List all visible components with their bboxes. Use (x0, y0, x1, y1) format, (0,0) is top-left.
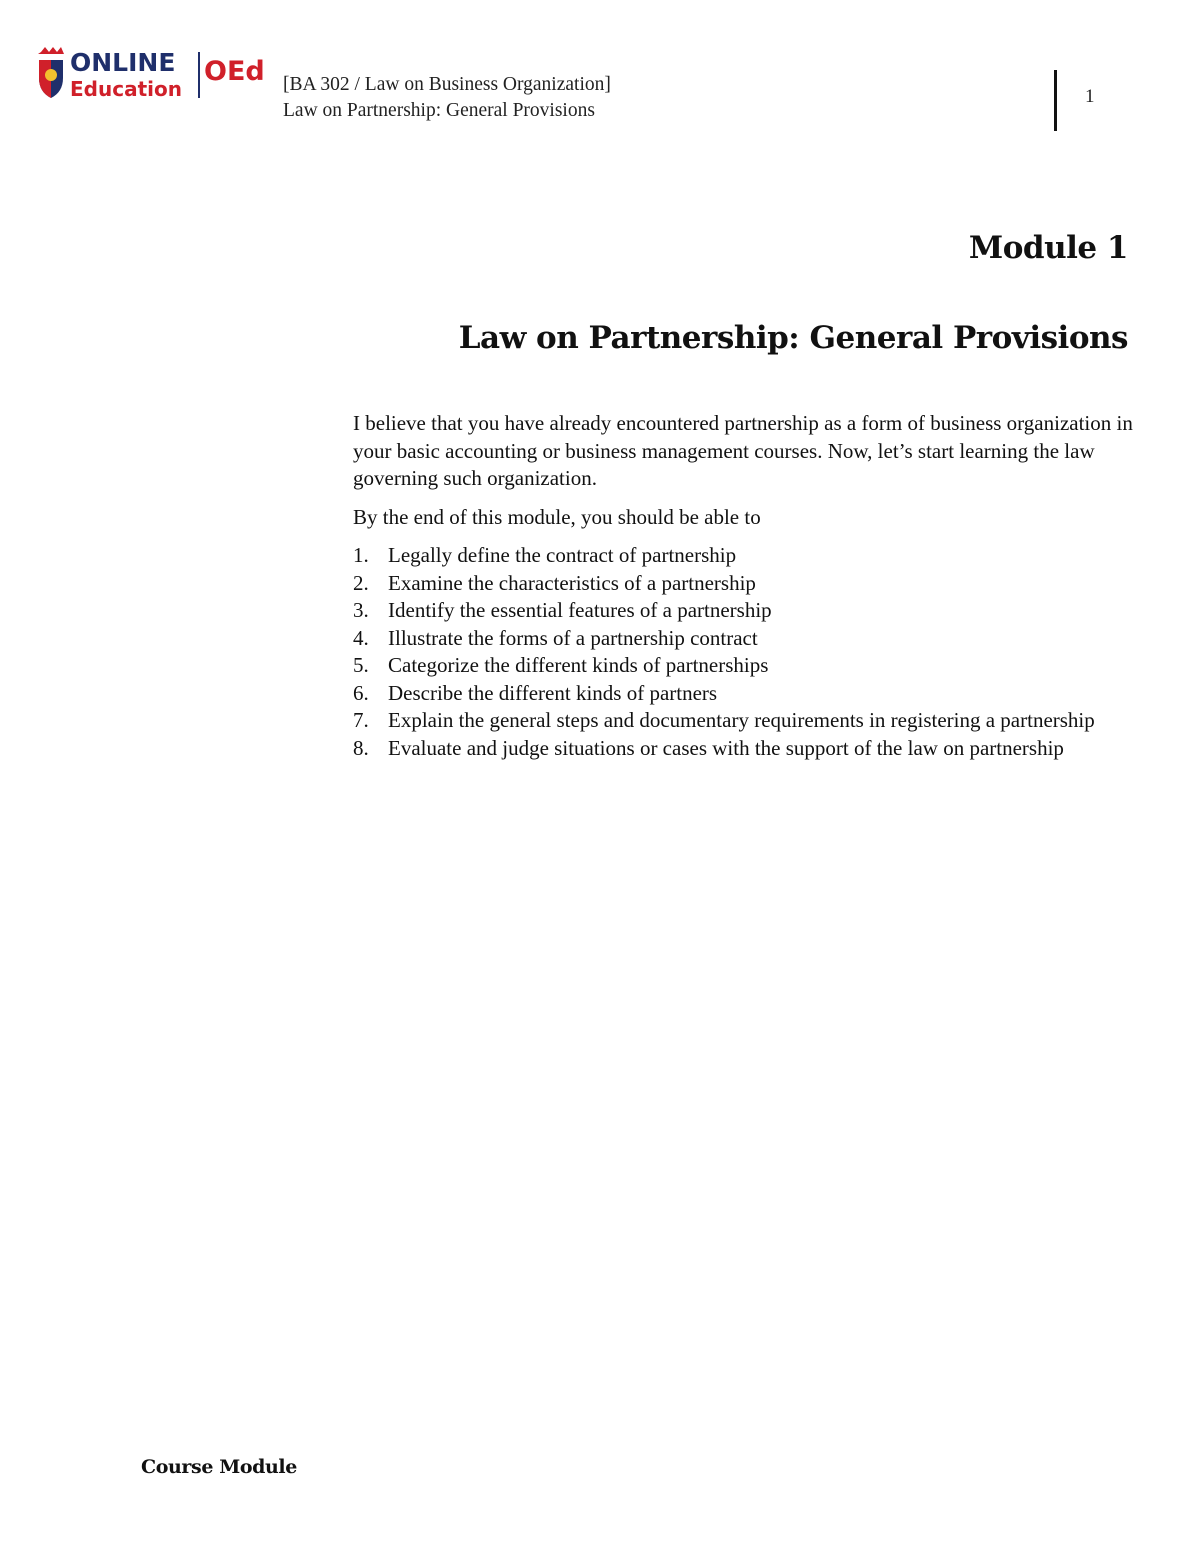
online-education-logo (36, 46, 272, 102)
intro-paragraph: I believe that you have already encountered partnership as a form of business organization in your basic accounting or business management courses. Now, let’s start learning the law governing such organization. (353, 411, 1133, 490)
header-course: [BA 302 / Law on Business Organization] (283, 74, 611, 95)
objectives-lead: By the end of this module, you should be able to (353, 504, 761, 529)
list-item (353, 707, 1143, 735)
module-title: Module 1 (968, 230, 1128, 266)
footer-label: Course Module (141, 1456, 297, 1478)
header-topic: Law on Partnership: General Provisions (283, 100, 595, 121)
list-item-text: Illustrate the forms of a partnership contract (388, 625, 758, 650)
list-item-number: 3. (353, 598, 369, 622)
list-item-number: 7. (353, 708, 369, 732)
objectives-list (353, 542, 1143, 762)
page-header (283, 72, 611, 124)
list-item-number: 4. (353, 625, 369, 650)
list-item (353, 735, 1143, 763)
list-item (353, 542, 1143, 570)
list-item-number: 1. (353, 543, 369, 567)
list-item-text: Examine the characteristics of a partnership (388, 570, 756, 595)
logo-education-text: Education (70, 77, 182, 101)
list-item-number: 2. (353, 570, 369, 595)
logo-separator (198, 52, 200, 98)
page-number: 1 (1085, 86, 1095, 107)
header-divider (1054, 70, 1057, 131)
logo-online-text: ONLINE (70, 48, 176, 77)
list-item (353, 625, 1143, 653)
list-item (353, 597, 1143, 625)
module-content (353, 410, 1143, 762)
list-item-text: Legally define the contract of partnership (388, 543, 737, 567)
list-item-text: Describe the different kinds of partners (388, 680, 718, 705)
list-item-text: Categorize the different kinds of partnerships (388, 653, 769, 677)
logo-oed-badge: OEd (204, 56, 265, 87)
list-item-text: Explain the general steps and documentary requirements in registering a partnership (388, 708, 1095, 732)
list-item (353, 680, 1143, 708)
list-item-text: Identify the essential features of a partnership (388, 598, 772, 622)
list-item-number: 6. (353, 680, 369, 705)
list-item-number: 8. (353, 735, 369, 760)
university-crest-icon (38, 47, 64, 98)
list-item-number: 5. (353, 653, 369, 677)
list-item-text: Evaluate and judge situations or cases with the support of the law on partnership (388, 735, 1064, 760)
list-item (353, 570, 1143, 598)
list-item (353, 652, 1143, 680)
chapter-title: Law on Partnership: General Provisions (458, 320, 1128, 356)
